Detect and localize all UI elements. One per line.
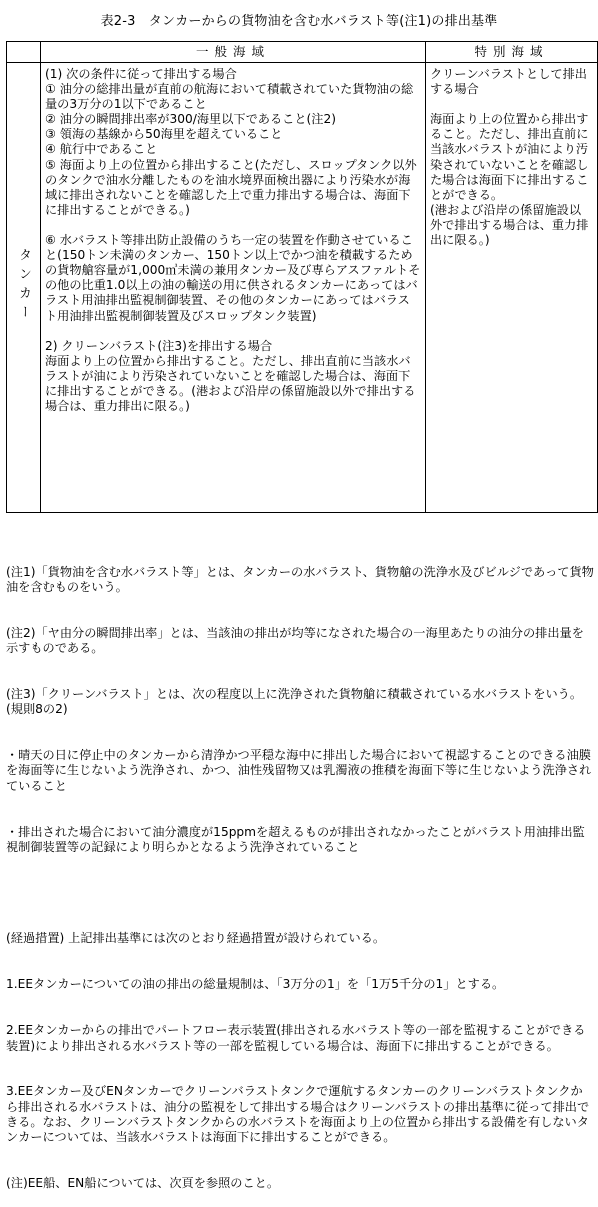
discharge-standards-table bbox=[6, 41, 598, 513]
row-label-tanker: タンカー bbox=[16, 247, 31, 324]
note-3: (注3)「クリーンバラスト」とは、次の程度以上に洗浄された貨物艙に積載されている水バラストをいう。(規則8の2) bbox=[6, 686, 583, 717]
transitional-measure-3: 3.EEタンカー及びENタンカーでクリーンバラストタンクで運航するタンカーのクリーンバラストタンクから排出される水バラストは、油分の監視をして排出する場合はクリーンバラストの排出基準に従って排出できる。なお、クリーンバラストタンクからの水バラストを海面より上の位置から排出する設備を有しないタンカーについては、当該水バラストは海面下に排出することができる。 bbox=[6, 1084, 590, 1145]
note-3-item-2: ・排出された場合において油分濃度が15ppmを超えるものが排出されなかったことがバラスト用油排出監視制御装置等の記録により明らかとなるよう洗浄されていること bbox=[6, 824, 585, 854]
notes-spacer bbox=[6, 886, 594, 901]
row-label-cell bbox=[7, 63, 41, 513]
special-sea-conditions: クリーンバラストとして排出する場合 海面より上の位置から排出すること。ただし、排出直前に当該水バラストが油により汚染されていないことを確認した場合は海面下に排出することができる。 (港および沿岸の係留施設以外で排出する場合は、重力排出に限る。) bbox=[426, 63, 598, 513]
transitional-measure-1: 1.EEタンカーについての油の排出の総量規制は、「3万分の1」を「1万5千分の1」とする。 bbox=[6, 977, 505, 992]
table-row-tanker bbox=[7, 63, 598, 513]
note-3-item-1: ・晴天の日に停止中のタンカーから清浄かつ平穏な海中に排出した場合において視認することのできる油膜を海面等に生じないよう洗浄され、かつ、油性残留物又は乳濁液の推積を海面下等に生じないよう洗浄されていること bbox=[6, 748, 592, 793]
notes-section bbox=[6, 534, 594, 1207]
note-1: (注1)「貨物油を含む水バラスト等」とは、タンカーの水バラスト、貨物艙の洗浄水及びビルジであって貨物油を含むものをいう。 bbox=[6, 564, 594, 594]
general-sea-conditions: (1) 次の条件に従って排出する場合 ① 油分の総排出量が直前の航海において積載されていた貨物油の総量の3万分の1以下であること ② 油分の瞬間排出率が300/海里以下であること(注2) ③ 領海の基線から50海里を超えていること ④ 航行中であること ⑤ 海面より上の位置から排出すること(ただし、スロップタンク以外のタンクで油水分離したものを油水境界面検出器により汚染水が海域に排出されないことを確認した上で重力排出する場合は、海面下に排出することができる。) ⑥ 水バラスト等排出防止設備のうち一定の装置を作動させていること(150トン未満のタンカー、150トン以上でかつ油を積載するための貨物艙容量が1,000㎥未満の兼用タンカー及び専らアスファルトその他の比重1.0以上の油の輸送の用に供されるタンカーにあってはバラスト用油排出監視制御装置、その他のタンカーにあってはバラスト用油排出監視制御装置及びスロップタンク装置) 2) クリーンバラスト(注3)を排出する場合 海面より上の位置から排出すること。ただし、排出直前に当該水バラストが油により汚染されていないことを確認した場合は、海面下に排出することができる。(港および沿岸の係留施設以外で排出する場合は、重力排出に限る。) bbox=[41, 63, 426, 513]
header-corner bbox=[7, 42, 41, 63]
note-2: (注2)「ヤ由分の瞬間排出率」とは、当該油の排出が均等になされた場合の一海里あたりの油分の排出量を示すものである。 bbox=[6, 625, 584, 656]
transitional-measure-2: 2.EEタンカーからの排出でパートフロー表示装置(排出される水バラスト等の一部を監視することができる装置)により排出される水バラスト等の一部を監視している場合は、海面下に排出することができる。 bbox=[6, 1023, 586, 1053]
header-special-sea: 特別海域 bbox=[426, 42, 598, 63]
transitional-measures-heading: (経過措置) 上記排出基準には次のとおり経過措置が設けられている。 bbox=[6, 931, 386, 946]
table-header-row bbox=[7, 42, 598, 63]
table-title: 表2-3 タンカーからの貨物油を含む水バラスト等(注1)の排出基準 bbox=[100, 14, 498, 29]
header-general-sea: 一般海域 bbox=[41, 42, 426, 63]
final-note: (注)EE船、EN船については、次頁を参照のこと。 bbox=[6, 1176, 280, 1191]
